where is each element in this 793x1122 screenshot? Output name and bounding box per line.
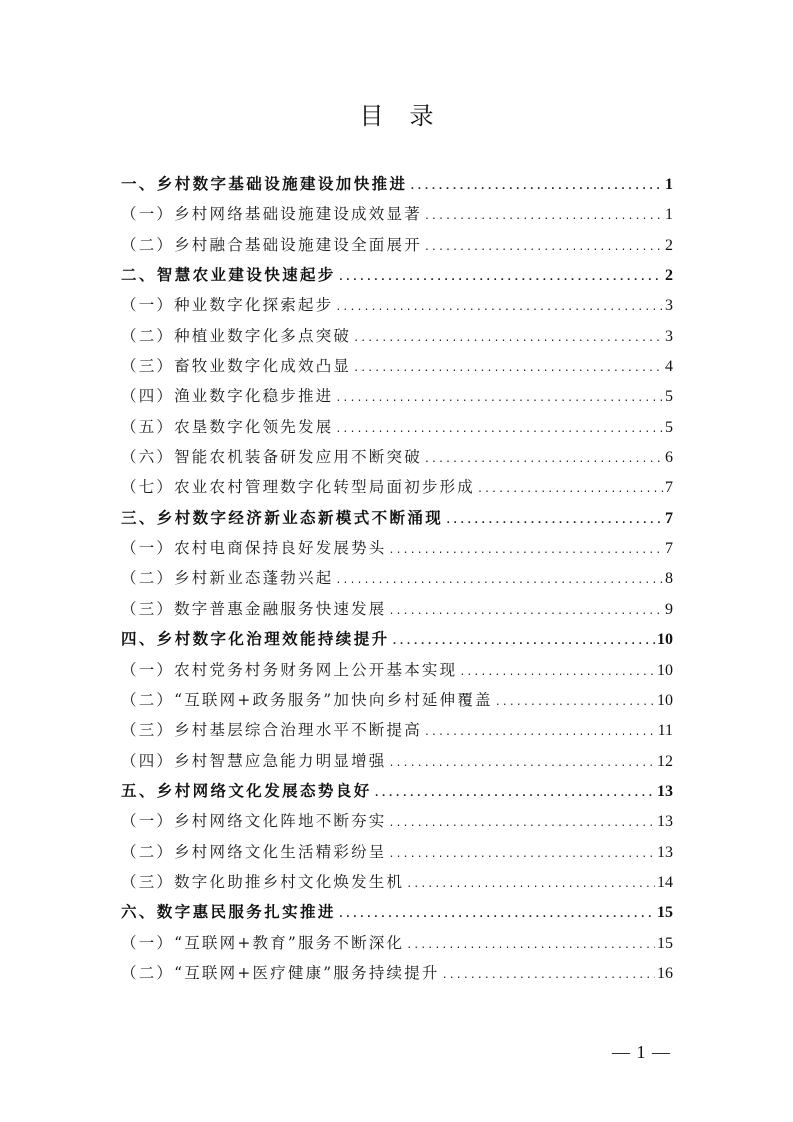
toc-section-entry[interactable] (121, 749, 673, 779)
table-of-contents (121, 172, 673, 991)
toc-chapter-entry[interactable] (121, 506, 673, 536)
toc-section-entry[interactable] (121, 931, 673, 961)
toc-chapter-entry[interactable] (121, 627, 673, 657)
toc-entry-page-number: 15 (657, 904, 673, 922)
toc-section-entry[interactable] (121, 415, 673, 445)
toc-entry-page-number: 2 (665, 267, 673, 285)
toc-entry-page-number: 2 (665, 236, 673, 254)
toc-entry-label: （一）种业数字化探索起步 (121, 296, 334, 315)
dot-leader (424, 211, 663, 222)
toc-section-entry[interactable] (121, 233, 673, 263)
dot-leader (477, 484, 663, 495)
toc-section-entry[interactable] (121, 566, 673, 596)
toc-entry-page-number: 16 (657, 964, 673, 982)
toc-entry-label: （二）乡村网络文化生活精彩纷呈 (121, 842, 387, 861)
toc-entry-label: （二）“互联网+医疗健康”服务持续提升 (121, 963, 440, 982)
toc-entry-label: 六、数字惠民服务扎实推进 (121, 902, 336, 922)
toc-entry-label: （三）畜牧业数字化成效凸显 (121, 357, 352, 376)
toc-entry-page-number: 1 (665, 206, 673, 224)
toc-entry-page-number: 9 (665, 600, 673, 618)
toc-entry-label: （二）乡村融合基础设施建设全面展开 (121, 235, 422, 254)
toc-entry-page-number: 6 (665, 449, 673, 467)
toc-section-entry[interactable] (121, 475, 673, 505)
toc-entry-label: （三）数字普惠金融服务快速发展 (121, 599, 387, 618)
dot-leader (424, 454, 663, 465)
toc-entry-page-number: 13 (657, 843, 673, 861)
dot-leader (392, 636, 655, 647)
toc-entry-page-number: 3 (665, 327, 673, 345)
toc-entry-label: （一）农村电商保持良好发展势头 (121, 539, 387, 558)
toc-entry-label: （一）农村党务村务财务网上公开基本实现 (121, 660, 458, 679)
dot-leader (406, 940, 655, 951)
toc-entry-page-number: 10 (657, 631, 673, 649)
toc-entry-page-number: 13 (657, 782, 673, 800)
dot-leader (389, 606, 663, 617)
toc-entry-label: 二、智慧农业建设快速起步 (121, 265, 336, 285)
dot-leader (389, 849, 655, 860)
dot-leader (424, 727, 656, 738)
toc-entry-page-number: 8 (665, 570, 673, 588)
toc-section-entry[interactable] (121, 840, 673, 870)
toc-entry-page-number: 3 (665, 297, 673, 315)
toc-section-entry[interactable] (121, 536, 673, 566)
page-number-footer: — 1 — (612, 1042, 671, 1062)
toc-section-entry[interactable] (121, 809, 673, 839)
toc-chapter-entry[interactable] (121, 900, 673, 930)
toc-entry-label: （六）智能农机装备研发应用不断突破 (121, 448, 422, 467)
toc-entry-label: （五）农垦数字化领先发展 (121, 417, 334, 436)
toc-entry-page-number: 5 (665, 418, 673, 436)
toc-section-entry[interactable] (121, 354, 673, 384)
dot-leader (335, 424, 663, 435)
toc-section-entry[interactable] (121, 718, 673, 748)
toc-entry-page-number: 10 (657, 691, 673, 709)
dot-leader (335, 575, 663, 586)
dot-leader (335, 393, 663, 404)
dot-leader (374, 788, 655, 799)
dot-leader (445, 515, 663, 526)
toc-entry-page-number: 1 (665, 176, 673, 193)
dot-leader (353, 363, 663, 374)
dot-leader (459, 667, 655, 678)
toc-entry-label: （二）乡村新业态蓬勃兴起 (121, 569, 334, 588)
toc-entry-label: （七）农业农村管理数字化转型局面初步形成 (121, 478, 476, 497)
toc-section-entry[interactable] (121, 658, 673, 688)
toc-entry-page-number: 4 (665, 358, 673, 376)
toc-entry-label: （一）乡村网络文化阵地不断夯实 (121, 812, 387, 831)
dot-leader (335, 302, 663, 313)
toc-entry-label: （四）渔业数字化稳步推进 (121, 387, 334, 406)
toc-entry-label: （一）乡村网络基础设施建设成效显著 (121, 205, 422, 224)
dot-leader (389, 758, 655, 769)
toc-entry-label: （二）“互联网+政务服务”加快向乡村延伸覆盖 (121, 690, 493, 709)
dot-leader (389, 545, 663, 556)
dot-leader (406, 879, 655, 890)
toc-section-entry[interactable] (121, 597, 673, 627)
toc-entry-label: （二）种植业数字化多点突破 (121, 326, 352, 345)
toc-entry-label: （四）乡村智慧应急能力明显增强 (121, 751, 387, 770)
toc-entry-page-number: 14 (657, 873, 673, 891)
toc-entry-page-number: 5 (665, 388, 673, 406)
dot-leader (442, 970, 655, 981)
toc-entry-page-number: 7 (665, 540, 673, 558)
toc-section-entry[interactable] (121, 870, 673, 900)
toc-section-entry[interactable] (121, 688, 673, 718)
toc-section-entry[interactable] (121, 445, 673, 475)
dot-leader (424, 242, 663, 253)
toc-entry-label: 一、乡村数字基础设施建设加快推进 (121, 174, 408, 193)
toc-entry-label: （三）数字化助推乡村文化焕发生机 (121, 872, 405, 891)
toc-entry-page-number: 13 (657, 813, 673, 831)
dot-leader (389, 818, 655, 829)
toc-entry-label: （一）“互联网+教育”服务不断深化 (121, 933, 405, 952)
toc-entry-page-number: 11 (657, 722, 673, 740)
toc-entry-label: 三、乡村数字经济新业态新模式不断涌现 (121, 507, 444, 527)
toc-chapter-entry[interactable] (121, 172, 673, 202)
toc-entry-page-number: 10 (657, 661, 673, 679)
toc-entry-label: 五、乡村网络文化发展态势良好 (121, 780, 372, 800)
toc-chapter-entry[interactable] (121, 263, 673, 293)
toc-section-entry[interactable] (121, 324, 673, 354)
toc-entry-page-number: 7 (665, 479, 673, 497)
toc-section-entry[interactable] (121, 961, 673, 991)
dot-leader (338, 909, 655, 920)
toc-section-entry[interactable] (121, 202, 673, 232)
dot-leader (338, 272, 663, 283)
toc-entry-page-number: 7 (665, 509, 673, 527)
page-title: 目录 (359, 102, 460, 130)
toc-entry-page-number: 12 (657, 752, 673, 770)
toc-entry-label: （三）乡村基层综合治理水平不断提高 (121, 721, 422, 740)
toc-entry-page-number: 15 (657, 934, 673, 952)
toc-entry-label: 四、乡村数字化治理效能持续提升 (121, 629, 390, 649)
dot-leader (409, 181, 663, 192)
dot-leader (353, 333, 663, 344)
toc-section-entry[interactable] (121, 384, 673, 414)
toc-section-entry[interactable] (121, 293, 673, 323)
toc-chapter-entry[interactable] (121, 779, 673, 809)
dot-leader (495, 697, 655, 708)
